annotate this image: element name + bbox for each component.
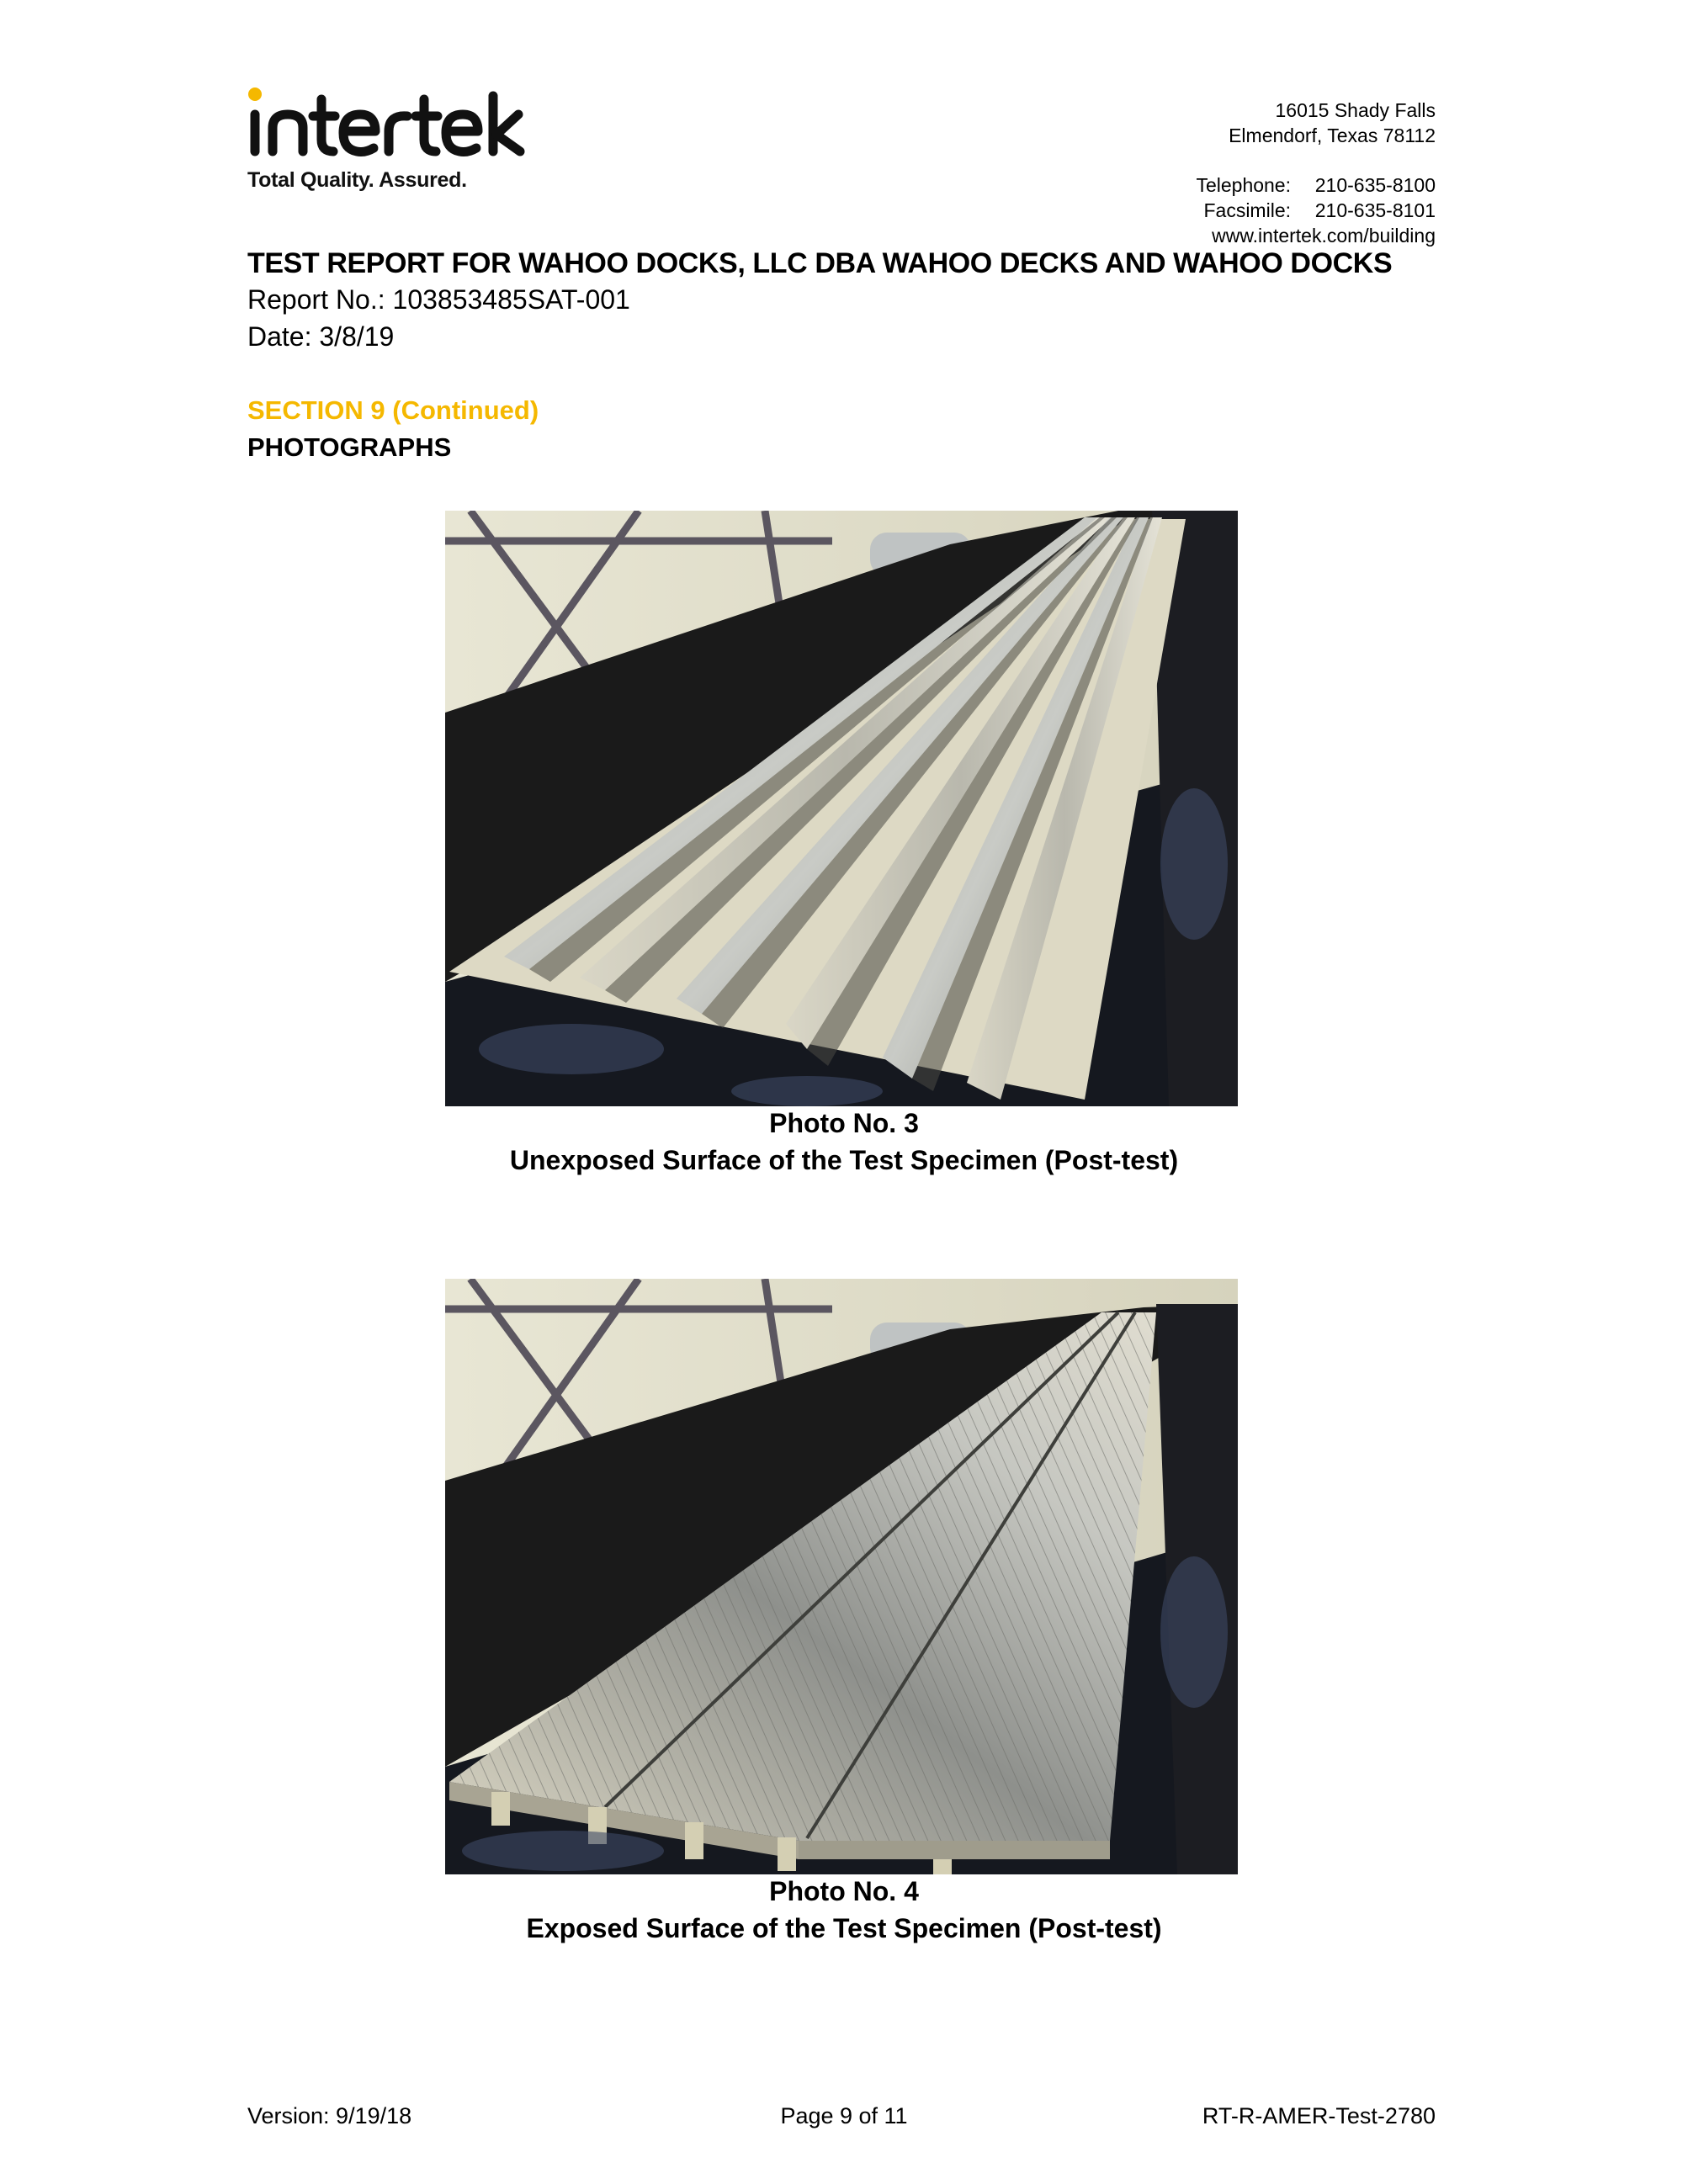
report-date: Date: 3/8/19: [247, 321, 395, 352]
photo-4-caption: [0, 1873, 1688, 1947]
telephone-label: Telephone:: [1196, 174, 1291, 196]
report-title: TEST REPORT FOR WAHOO DOCKS, LLC DBA WAHOO DECKS AND WAHOO DOCKS: [247, 247, 1393, 279]
intertek-wordmark-icon: [247, 84, 584, 162]
facsimile-number: 210-635-8101: [1314, 199, 1436, 221]
address-city: Elmendorf, Texas 78112: [1229, 125, 1436, 146]
telephone-line: [1196, 172, 1436, 198]
website-link[interactable]: www.intertek.com/building: [1212, 225, 1436, 246]
report-number: Report No.: 103853485SAT-001: [247, 284, 630, 315]
telephone-number: 210-635-8100: [1314, 174, 1436, 196]
footer-document-id: RT-R-AMER-Test-2780: [1202, 2103, 1436, 2128]
photo-4-description: Exposed Surface of the Test Specimen (Post-test): [526, 1913, 1162, 1943]
photographs-heading: PHOTOGRAPHS: [247, 432, 452, 462]
logo-tagline: Total Quality. Assured.: [247, 168, 467, 192]
section-heading: SECTION 9 (Continued): [247, 395, 539, 425]
intertek-logo: [247, 84, 584, 193]
photo-3-caption: [0, 1105, 1688, 1179]
photo-4-number: Photo No. 4: [769, 1876, 919, 1906]
address-street: 16015 Shady Falls: [1275, 99, 1436, 121]
facsimile-line: [1196, 198, 1436, 223]
photo-3-image: [445, 511, 1238, 1106]
photo-3-description: Unexposed Surface of the Test Specimen (Post-test): [509, 1145, 1179, 1175]
facsimile-label: Facsimile:: [1203, 199, 1291, 221]
address-block: [1196, 98, 1436, 248]
footer-page-number: Page 9 of 11: [780, 2103, 908, 2128]
footer-version: Version: 9/19/18: [247, 2103, 412, 2128]
photo-4-image: [445, 1279, 1238, 1874]
photo-3-number: Photo No. 3: [769, 1108, 919, 1138]
